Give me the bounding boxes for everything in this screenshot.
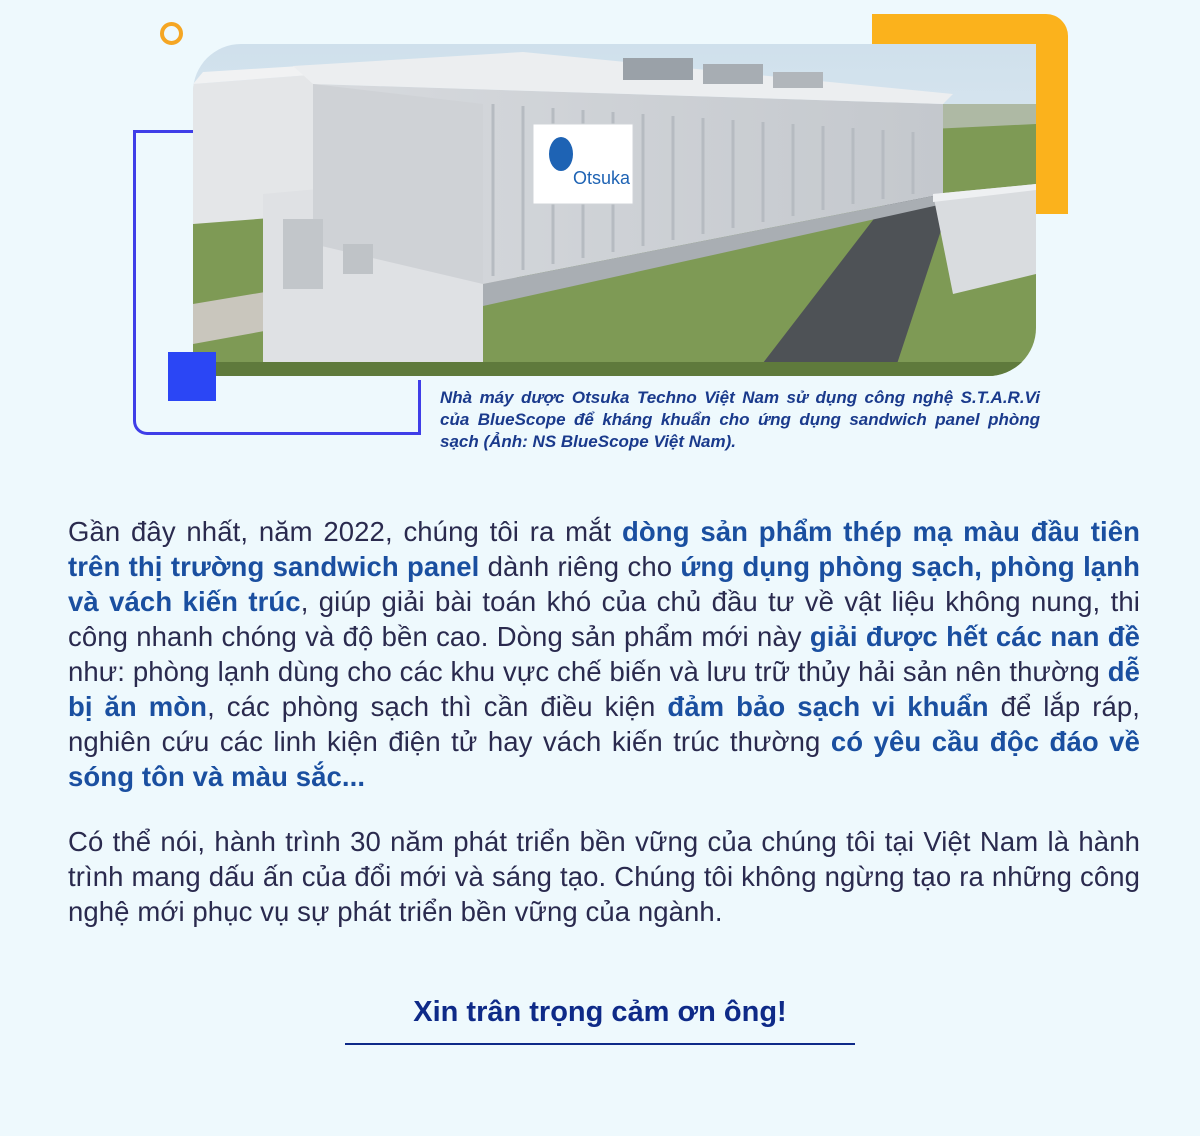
body-paragraph-2: Có thể nói, hành trình 30 năm phát triển bền vững của chúng tôi tại Việt Nam là hành trình mang dấu ấn của đổi mới và sáng tạo. Chúng tôi không ngừng tạo ra những công nghệ mới phục vụ sự phát triển bền vững của ngành. <box>68 826 1140 927</box>
highlight-text: giải được hết các nan đề <box>809 621 1140 652</box>
closing-underline <box>345 1043 855 1045</box>
factory-illustration <box>193 44 1036 376</box>
orange-ring-decoration <box>160 22 183 45</box>
paragraph-text: , giúp giải bài toán khó của chủ đầu tư về vật liệu không nung, thi công nhanh chóng và độ bền cao. Dòng sản phẩm mới này <box>68 586 1140 652</box>
factory-photo <box>193 44 1036 376</box>
highlight-text: đảm bảo sạch vi khuẩn <box>667 691 989 722</box>
photo-caption: Nhà máy dược Otsuka Techno Việt Nam sử dụng công nghệ S.T.A.R.Vi của BlueScope để kháng khuẩn cho ứng dụng sandwich panel phòng sạch (Ảnh: NS BlueScope Việt Nam). <box>440 388 1040 451</box>
highlight-text: ứng dụng phòng sạch, phòng lạnh và vách kiến trúc <box>68 551 1140 617</box>
blue-square-decoration <box>168 352 216 401</box>
otsuka-sign-text: Otsuka <box>573 168 631 188</box>
highlight-text: dòng sản phẩm thép mạ màu đầu tiên trên thị trường sandwich panel <box>68 516 1140 582</box>
paragraph-text: để lắp ráp, nghiên cứu các linh kiện điện tử hay vách kiến trúc thường <box>68 691 1140 757</box>
highlight-text: dễ bị ăn mòn <box>68 656 1140 722</box>
blue-frame-edge-decoration <box>418 380 421 435</box>
paragraph-text: như: phòng lạnh dùng cho các khu vực chế biến và lưu trữ thủy hải sản nên thường <box>68 656 1108 687</box>
paragraph-text: Gần đây nhất, năm 2022, chúng tôi ra mắt <box>68 516 623 547</box>
paragraph-text: , các phòng sạch thì cần điều kiện <box>207 691 668 722</box>
body-paragraph-1 <box>68 514 1140 794</box>
closing-line: Xin trân trọng cảm ơn ông! <box>413 996 787 1028</box>
highlight-text: có yêu cầu độc đáo về sóng tôn và màu sắc... <box>68 726 1140 792</box>
paragraph-text: dành riêng cho <box>479 551 681 582</box>
